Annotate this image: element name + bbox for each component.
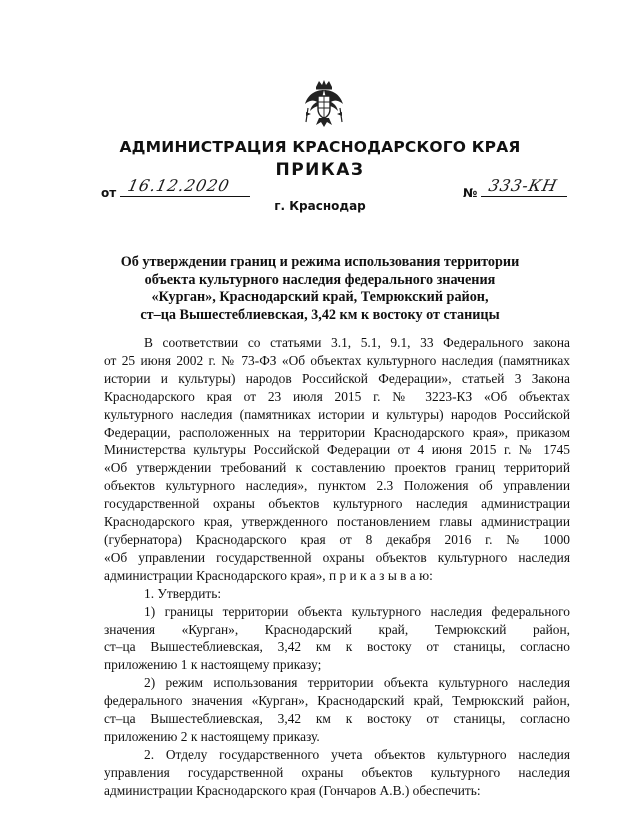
body-line: 2) режим использования территории объекта культурного наследия <box>144 675 570 691</box>
body-line: администрации Краснодарского края (Гончаров А.В.) обеспечить: <box>104 782 481 798</box>
date-field-line <box>120 176 250 197</box>
document-body <box>104 334 570 800</box>
body-line: управления государственной охраны объектов культурного наследия <box>104 764 570 780</box>
organization-name: АДМИНИСТРАЦИЯ КРАСНОДАРСКОГО КРАЯ <box>119 138 521 156</box>
coat-of-arms-icon <box>302 78 346 128</box>
body-line: «Об утверждении требований к составлению проектов границ территорий <box>104 460 570 476</box>
body-line: 1. Утвердить: <box>144 585 222 601</box>
title-line: Об утверждении границ и режима использования территории <box>120 254 520 270</box>
number-handwritten: 333-КН <box>487 176 560 195</box>
body-line: приложению 1 к настоящему приказу; <box>104 657 322 673</box>
date-prefix: от <box>101 186 117 200</box>
body-line: значения «Курган», Краснодарский край, Темрюкский район, <box>104 621 570 637</box>
date-handwritten: 16.12.2020 <box>126 176 232 195</box>
number-prefix: № <box>463 186 478 200</box>
number-block <box>463 176 567 200</box>
title-line: «Курган», Краснодарский край, Темрюкский район, <box>151 289 489 305</box>
body-line: Краснодарского края от 23 июля 2015 г. № 3223-КЗ «Об объектах <box>104 388 570 404</box>
body-line: приложению 2 к настоящему приказу. <box>104 728 320 744</box>
title-line: объекта культурного наследия федерального значения <box>144 271 496 288</box>
number-field-line <box>481 176 567 197</box>
body-line: истории и культуры) народов Российской Федерации», статьей 3 Закона <box>104 370 570 386</box>
body-line: администрации Краснодарского края», п р и к а з ы в а ю: <box>104 567 433 583</box>
body-line: ст–ца Вышестеблиевская, 3,42 км к востоку от станицы, согласно <box>104 711 570 727</box>
body-line: культурного наследия (памятниках истории и культуры) народов Российской <box>104 406 570 422</box>
body-line: от 25 июня 2002 г. № 73-ФЗ «Об объектах культурного наследия (памятниках <box>104 352 570 368</box>
body-line: 1) границы территории объекта культурного наследия федерального <box>144 603 570 619</box>
body-line: ст–ца Вышестеблиевская, 3,42 км к востоку от станицы, согласно <box>104 639 570 655</box>
body-line: объектов культурного наследия», пунктом 2.3 Положения об управлении <box>104 478 570 494</box>
body-line: Федерации, расположенных на территории Краснодарского края», приказом <box>104 424 570 440</box>
body-line: 2. Отделу государственного учета объектов культурного наследия <box>144 746 570 762</box>
document-title <box>100 254 540 324</box>
title-line: ст–ца Вышестеблиевская, 3,42 км к востоку от станицы <box>140 306 500 323</box>
body-line: «Об управлении государственной охраны объектов культурного наследия <box>104 549 570 565</box>
body-line: (губернатора) Краснодарского края от 8 декабря 2016 г. № 1000 <box>104 531 570 547</box>
body-line: В соответствии со статьями 3.1, 5.1, 9.1, 33 Федерального закона <box>144 335 570 350</box>
date-block <box>101 176 250 200</box>
body-line: федерального значения «Курган», Краснодарский край, Темрюкский район, <box>104 693 570 709</box>
body-line: Министерства культуры Российской Федерации от 4 июня 2015 г. № 1745 <box>104 442 570 458</box>
city-name: г. Краснодар <box>274 199 366 213</box>
body-line: государственной охраны объектов культурного наследия администрации <box>104 496 570 512</box>
document-type: ПРИКАЗ <box>275 160 365 180</box>
body-line: Краснодарского края, утвержденного постановлением главы администрации <box>104 514 570 530</box>
